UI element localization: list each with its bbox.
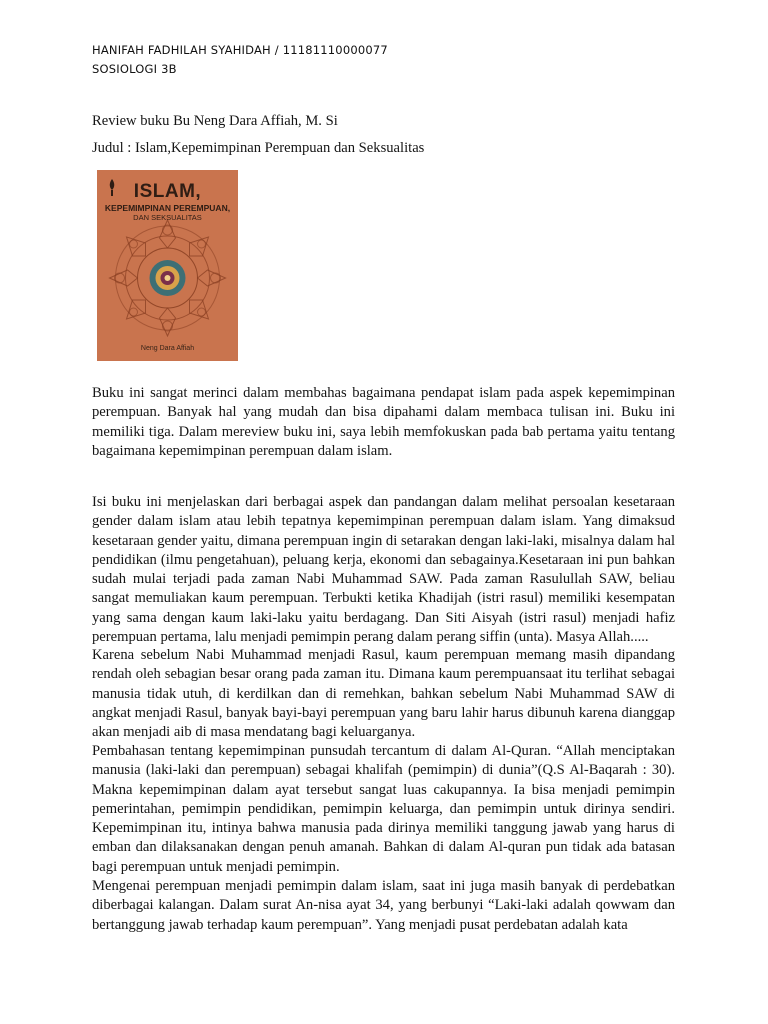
paragraph-text: Mengenai perempuan menjadi pemimpin dalam islam, saat ini juga masih banyak di perdebatkan diberbagai kalangan. Dalam surat An-nisa ayat 34, yang berbunyi “Laki-laki adalah qowwam dan bertanggung jawab terhadap kaum perempuan”. Yang menjadi pusat perdebatan adalah kata [92,878,675,933]
paragraph-3 [92,646,675,742]
author-header: HANIFAH FADHILAH SYAHIDAH / 11181110000077 [92,43,388,57]
review-line: Review buku Bu Neng Dara Affiah, M. Si [92,113,338,129]
paragraph-2 [92,493,675,647]
class-header: SOSIOLOGI 3B [92,62,177,76]
cover-title: ISLAM, [133,181,202,202]
cover-subtitle-2: DAN SEKSUALITAS [133,213,202,222]
cover-subtitle: KEPEMIMPINAN PEREMPUAN, [104,203,231,213]
paragraph-text: Buku ini sangat merinci dalam membahas bagaimana pendapat islam pada aspek kepemimpinan perempuan. Banyak hal yang mudah dan bisa dipahami dalam membaca tulisan ini. Buku ini memiliki tiga. Dalam mereview buku ini, saya lebih memfokuskan pada bab pertama yaitu tentang bagaimana kepemimpinan perempuan dalam islam. [92,385,675,459]
cover-author: Neng Dara Affiah [140,345,195,352]
paragraph-5 [92,877,675,935]
book-title-line: Judul : Islam,Kepemimpinan Perempuan dan Seksualitas [92,140,425,156]
paragraph-text: Pembahasan tentang kepemimpinan punsudah tercantum di dalam Al-Quran. “Allah menciptakan manusia (laki-laki dan perempuan) sebagai khalifah (pemimpin) di dunia”(Q.S Al-Baqarah : 30). Makna kepemimpinan dalam ayat tersebut sangat luas cakupannya. Ia bisa menjadi pemimpin pemerintahan, pemimpin pendidikan, pemimpin keluarga, dan pemimpin untuk dirinya sendiri. Kepemimpinan itu, intinya bahwa manusia pada dirinya memiliki tanggung jawab yang harus di emban dan dilaksanakan dengan penuh amanah. Bahkan di dalam Al-quran pun tidak ada batasan bagi perempuan untuk menjadi pemimpin. [92,743,675,875]
paragraph-text: Karena sebelum Nabi Muhammad menjadi Rasul, kaum perempuan memang masih dipandang rendah oleh sebagian besar orang pada zaman itu. Dimana kaum perempuansaat itu terlihat sebagai manusia tidak utuh, di kerdilkan dan di remehkan, bahkan sebelum Nabi Muhammad SAW di angkat menjadi Rasul, banyak bayi-bayi perempuan yang baru lahir harus dibunuh karena dianggap akan menjadi aib di masa mendatang bagi keluarganya. [92,647,675,741]
paragraph-1 [92,384,675,461]
book-cover-image [97,170,238,361]
paragraph-text: Isi buku ini menjelaskan dari berbagai aspek dan pandangan dalam melihat persoalan kesetaraan gender dalam islam atau lebih tepatnya kepemimpinan perempuan dalam islam. Yang dimaksud kesetaraan gender yaitu, dimana perempuan ingin di setarakan dengan laki-laki, misalnya dalam hal pendidikan (ilmu pengetahuan), peluang kerja, ekonomi dan sebagainya.Kesetaraan ini pun bahkan sudah mulai terjadi pada zaman Nabi Muhammad SAW. Pada zaman Rasulullah SAW, beliau sangat memuliakan kaum perempuan. Terbukti ketika Khadijah (istri rasul) memiliki kesempatan yang sama dengan kaum laki-laku yaitu berdagang. Dan Siti Aisyah (istri rasul) menjadi hafiz perempuan pertama, lalu menjadi pemimpin perang dalam perang siffin (unta). Masya Allah..... [92,494,675,646]
paragraph-4 [92,742,675,877]
